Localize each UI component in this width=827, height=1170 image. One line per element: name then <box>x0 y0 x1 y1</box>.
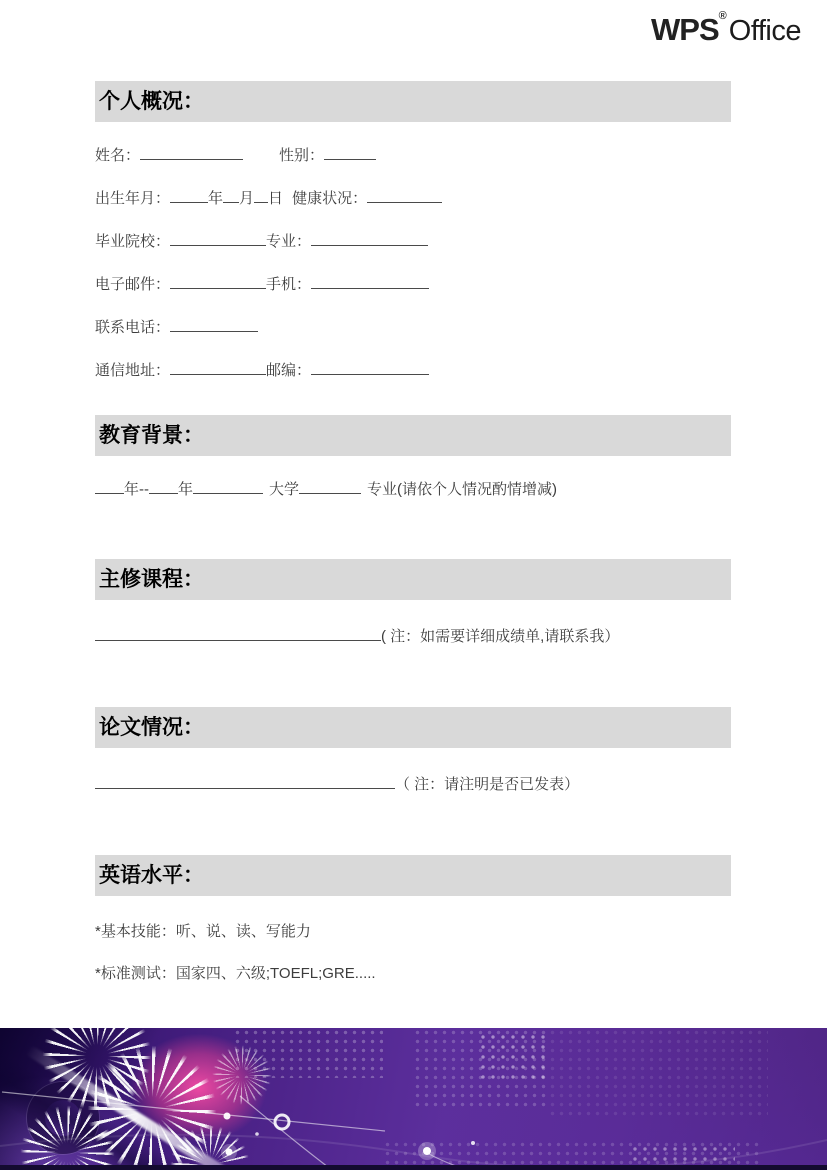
office-logo-text: Office <box>728 15 801 47</box>
health-blank-field[interactable] <box>367 189 442 203</box>
form-line-school-major <box>95 232 731 251</box>
university-suffix: 大学 <box>269 481 300 498</box>
school-blank-field[interactable] <box>170 232 266 246</box>
zip-label: 邮编： <box>266 362 312 379</box>
gender-label: 性别： <box>279 147 325 164</box>
birth-month-blank-field[interactable] <box>223 189 239 203</box>
form-line-education <box>95 480 731 499</box>
month-suffix: 月 <box>239 190 255 207</box>
edu-start-year-blank-field[interactable] <box>95 480 124 494</box>
health-label: 健康状况： <box>292 190 368 207</box>
form-line-thesis <box>95 775 731 794</box>
courses-blank-field[interactable] <box>95 627 381 641</box>
name-label: 姓名： <box>95 147 141 164</box>
wps-office-logo <box>651 12 801 48</box>
edu-major-blank-field[interactable] <box>299 480 361 494</box>
email-blank-field[interactable] <box>170 275 266 289</box>
email-label: 电子邮件： <box>95 276 171 293</box>
form-line-email-mobile <box>95 275 731 294</box>
section-header-personal-profile: 个人概况： <box>95 81 731 122</box>
gender-blank-field[interactable] <box>324 146 376 160</box>
edu-range-dashes: -- <box>139 481 150 498</box>
section-header-thesis: 论文情况： <box>95 707 731 748</box>
banner-bottom-strip <box>0 1165 827 1170</box>
phone-label: 联系电话： <box>95 319 171 336</box>
major-label: 专业： <box>266 233 312 250</box>
banner-lines-overlay <box>0 1028 827 1170</box>
major-blank-field[interactable] <box>311 232 428 246</box>
registered-trademark-icon: ® <box>718 10 727 22</box>
english-standard-tests-line: *标准测试：国家四、六级;TOEFL;GRE..... <box>95 965 376 982</box>
resume-document <box>95 81 731 983</box>
day-suffix: 日 <box>268 190 284 207</box>
form-line-address-zip <box>95 361 731 380</box>
birth-date-label: 出生年月： <box>95 190 171 207</box>
form-line-name-gender <box>95 146 731 165</box>
year-suffix: 年 <box>208 190 224 207</box>
english-basic-skills-line: *基本技能：听、说、读、写能力 <box>95 923 311 940</box>
form-line-courses <box>95 627 731 646</box>
section-header-english-level: 英语水平： <box>95 855 731 896</box>
mobile-blank-field[interactable] <box>311 275 429 289</box>
edu-major-note: 专业(请依个人情况酌情增减) <box>367 481 558 498</box>
phone-blank-field[interactable] <box>170 318 258 332</box>
birth-day-blank-field[interactable] <box>254 189 268 203</box>
form-line-birth-health <box>95 189 731 208</box>
birth-year-blank-field[interactable] <box>170 189 208 203</box>
school-label: 毕业院校： <box>95 233 171 250</box>
address-label: 通信地址： <box>95 362 171 379</box>
decorative-footer-banner <box>0 1028 827 1170</box>
courses-note: ( 注：如需要详细成绩单,请联系我） <box>381 628 620 645</box>
section-header-education: 教育背景： <box>95 415 731 456</box>
thesis-note: （ 注：请注明是否已发表） <box>395 776 580 793</box>
edu-year1-suffix: 年 <box>124 481 140 498</box>
thesis-blank-field[interactable] <box>95 775 395 789</box>
edu-year2-suffix: 年 <box>178 481 194 498</box>
section-header-main-courses: 主修课程： <box>95 559 731 600</box>
edu-university-blank-field[interactable] <box>193 480 263 494</box>
address-blank-field[interactable] <box>170 361 266 375</box>
zip-blank-field[interactable] <box>311 361 429 375</box>
name-blank-field[interactable] <box>140 146 243 160</box>
edu-end-year-blank-field[interactable] <box>149 480 178 494</box>
wps-logo-text: WPS <box>651 12 719 47</box>
form-line-phone <box>95 318 731 337</box>
mobile-label: 手机： <box>266 276 312 293</box>
